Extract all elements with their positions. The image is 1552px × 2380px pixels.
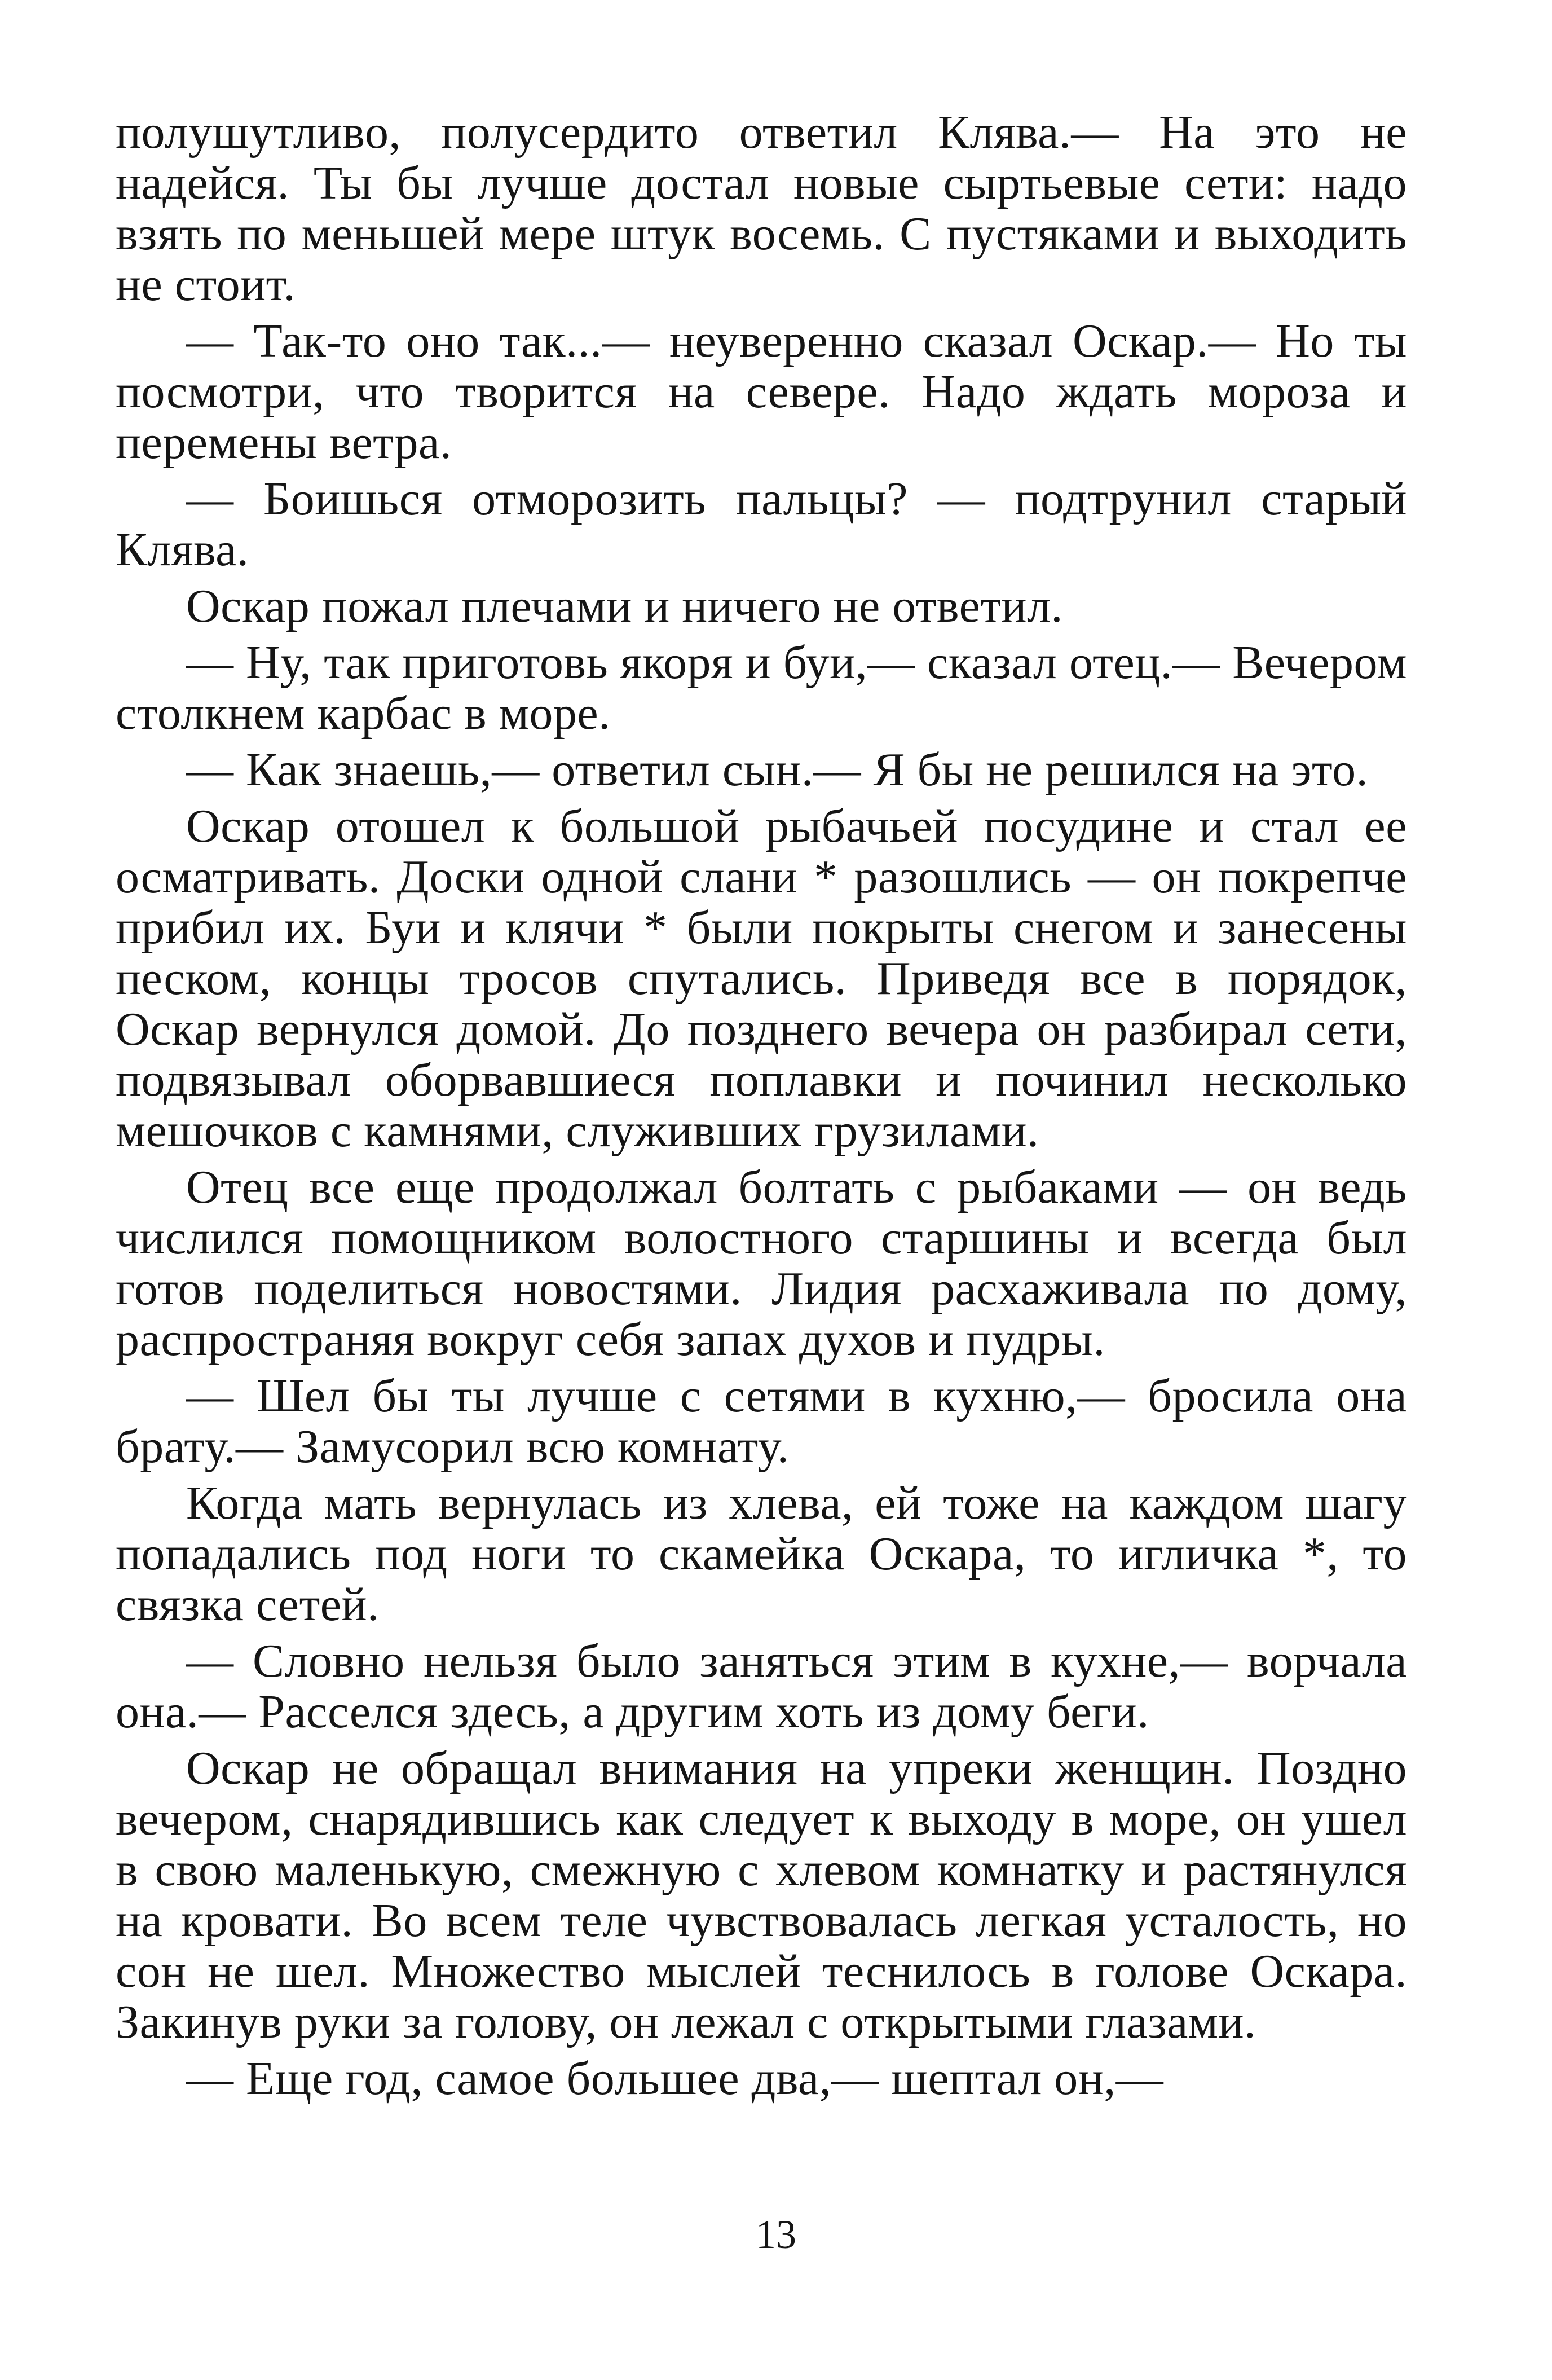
paragraph: полушутливо, полусердито ответил Клява.— На это не надейся. Ты бы лучше достал новые сыртьевые сети: надо взять по меньшей мере штук восемь. С пустяками и выходить не стоит. bbox=[116, 106, 1407, 311]
paragraph: — Боишься отморозить пальцы? — подтрунил старый Клява. bbox=[116, 473, 1407, 576]
paragraph: — Словно нельзя было заняться этим в кухне,— ворчала она.— Расселся здесь, а другим хоть из дому беги. bbox=[116, 1635, 1407, 1738]
body-text bbox=[116, 107, 1407, 2110]
paragraph: — Ну, так приготовь якоря и буи,— сказал отец.— Вечером столкнем карбас в море. bbox=[116, 636, 1407, 740]
paragraph: Оскар пожал плечами и ничего не ответил. bbox=[186, 580, 1063, 632]
paragraph: — Так-то оно так...— неуверенно сказал Оскар.— Но ты посмотри, что творится на севере. Надо ждать мороза и перемены ветра. bbox=[116, 315, 1407, 469]
page-number: 13 bbox=[756, 2212, 796, 2257]
paragraph: Отец все еще продолжал болтать с рыбаками — он ведь числился помощником волостного старшины и всегда был готов поделиться новостями. Лидия расхаживала по дому, распространяя вокруг себя запах духов и пудры. bbox=[116, 1161, 1407, 1366]
paragraph: — Шел бы ты лучше с сетями в кухню,— бросила она брату.— Замусорил всю комнату. bbox=[116, 1370, 1407, 1473]
paragraph: — Как знаешь,— ответил сын.— Я бы не решился на это. bbox=[186, 744, 1369, 796]
paragraph: Оскар не обращал внимания на упреки женщин. Поздно вечером, снарядившись как следует к выходу в море, он ушел в свою маленькую, смежную с хлевом комнатку и растянулся на кровати. Во всем теле чувствовалась легкая усталость, но сон не шел. Множество мыслей теснилось в голове Оскара. Закинув руки за голову, он лежал с открытыми глазами. bbox=[116, 1742, 1407, 2048]
paragraph: — Еще год, самое большее два,— шептал он,— bbox=[186, 2052, 1164, 2105]
paragraph: Оскар отошел к большой рыбачьей посудине и стал ее осматривать. Доски одной слани * разошлись — он покрепче прибил их. Буи и клячи * были покрыты снегом и занесены песком, концы тросов спутались. Приведя все в порядок, Оскар вернулся домой. До позднего вечера он разбирал сети, подвязывал оборвавшиеся поплавки и починил несколько мешочков с камнями, служивших грузилами. bbox=[116, 800, 1407, 1157]
paragraph: Когда мать вернулась из хлева, ей тоже на каждом шагу попадались под ноги то скамейка Оскара, то игличка *, то связка сетей. bbox=[116, 1477, 1407, 1631]
